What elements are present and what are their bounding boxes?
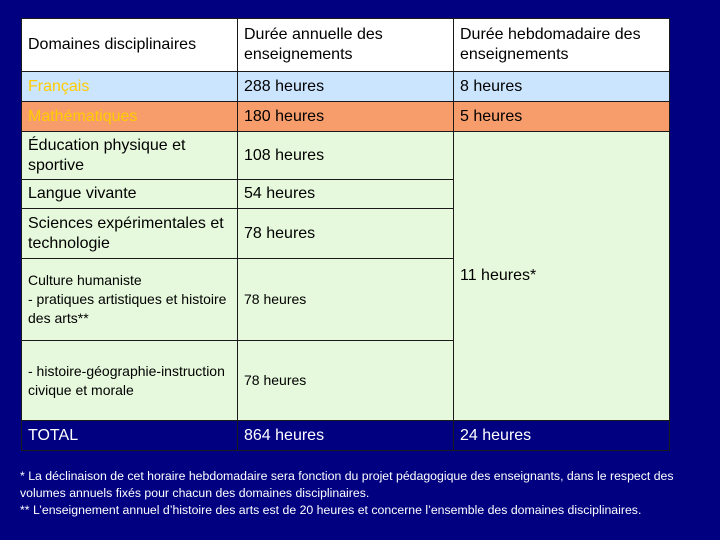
table-row	[22, 102, 670, 132]
row-annual: 180 heures	[238, 102, 454, 132]
schedule-table	[21, 18, 670, 451]
footnotes	[20, 468, 700, 519]
row-annual: 78 heures	[238, 341, 454, 421]
header-row	[22, 19, 670, 72]
row-domain: Mathématiques	[22, 102, 238, 132]
row-annual: 78 heures	[238, 209, 454, 259]
total-label: TOTAL	[22, 421, 238, 451]
row-domain: Culture humaniste - pratiques artistiques et histoire des arts**	[22, 259, 238, 341]
total-weekly: 24 heures	[454, 421, 670, 451]
header-annual: Durée annuelle des enseignements	[238, 19, 454, 72]
row-weekly: 5 heures	[454, 102, 670, 132]
row-domain: - histoire-géographie-instruction civique et morale	[22, 341, 238, 421]
merged-weekly-cell	[454, 132, 670, 421]
row-annual: 108 heures	[238, 132, 454, 180]
row-annual: 54 heures	[238, 180, 454, 209]
table-row	[22, 72, 670, 102]
total-annual: 864 heures	[238, 421, 454, 451]
row-annual: 78 heures	[238, 259, 454, 341]
total-row	[22, 421, 670, 451]
header-weekly: Durée hebdomadaire des enseignements	[454, 19, 670, 72]
footnote-2: ** L’enseignement annuel d’histoire des arts est de 20 heures et concerne l’ensemble des domaines disciplinaires.	[20, 503, 642, 517]
row-annual: 288 heures	[238, 72, 454, 102]
table-row	[22, 132, 670, 180]
header-domain: Domaines disciplinaires	[22, 19, 238, 72]
row-domain: Langue vivante	[22, 180, 238, 209]
row-domain: Français	[22, 72, 238, 102]
row-weekly: 8 heures	[454, 72, 670, 102]
row-domain: Sciences expérimentales et technologie	[22, 209, 238, 259]
footnote-1: * La déclinaison de cet horaire hebdomadaire sera fonction du projet pédagogique des enseignants, dans le respect des volumes annuels fixés pour chacun des domaines disciplinaires.	[20, 469, 674, 500]
merged-weekly-value: 11 heures*	[460, 267, 537, 284]
row-domain: Éducation physique et sportive	[22, 132, 238, 180]
